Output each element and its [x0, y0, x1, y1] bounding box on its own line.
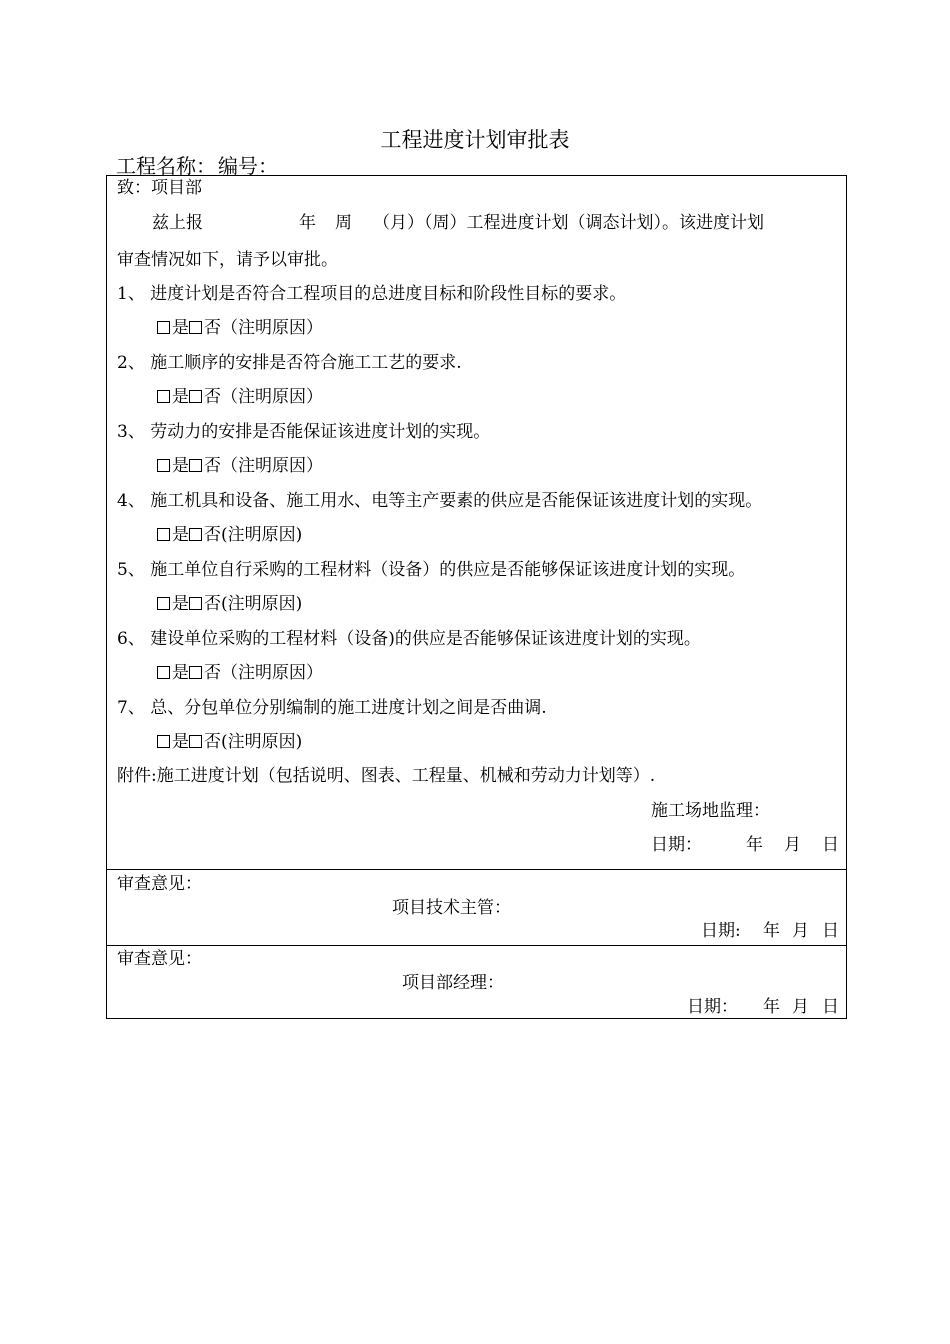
reason-note: （注明原因）: [221, 456, 323, 476]
month-label: 月: [784, 835, 801, 855]
yes-label: 是: [172, 456, 189, 476]
supervisor-label: 施工场地监理：: [651, 801, 770, 821]
reason-note: (注明原因): [221, 525, 303, 545]
checklist-answer: [157, 387, 323, 407]
checkbox-no[interactable]: [189, 597, 202, 610]
checklist-question: 4、 施工机具和设备、施工用水、电等主产要素的供应是否能保证该进度计划的实现。: [117, 491, 763, 511]
year-label: 年: [763, 997, 780, 1017]
checklist-answer: [157, 594, 302, 614]
checkbox-no[interactable]: [189, 390, 202, 403]
no-label: 否: [204, 594, 221, 614]
no-label: 否: [204, 663, 221, 683]
yes-label: 是: [172, 594, 189, 614]
number-label: 编号：: [218, 154, 278, 178]
intro-week: 周: [335, 213, 352, 233]
checklist-answer: [157, 318, 323, 338]
checklist-question: 3、 劳动力的安排是否能保证该进度计划的实现。: [117, 422, 491, 442]
reason-note: (注明原因): [221, 594, 303, 614]
checkbox-no[interactable]: [189, 459, 202, 472]
checkbox-no[interactable]: [189, 666, 202, 679]
checkbox-no[interactable]: [189, 528, 202, 541]
checklist-question: 2、 施工顺序的安排是否符合施工工艺的要求.: [117, 353, 462, 373]
divider: [107, 869, 846, 870]
checkbox-yes[interactable]: [157, 528, 170, 541]
yes-label: 是: [172, 525, 189, 545]
no-label: 否: [204, 387, 221, 407]
day-label: 日: [822, 997, 839, 1017]
month-label: 月: [792, 997, 809, 1017]
yes-label: 是: [172, 318, 189, 338]
checklist-question: 1、 进度计划是否符合工程项目的总进度目标和阶段性目标的要求。: [117, 284, 627, 304]
checkbox-no[interactable]: [189, 321, 202, 334]
checkbox-yes[interactable]: [157, 390, 170, 403]
tech-manager-label: 项目技术主管：: [392, 898, 511, 918]
reason-note: (注明原因): [221, 732, 303, 752]
date-label: 日期：: [651, 835, 702, 855]
checklist-answer: [157, 525, 302, 545]
addressee: 致：项目部: [117, 178, 202, 198]
checkbox-yes[interactable]: [157, 597, 170, 610]
reason-note: （注明原因）: [221, 318, 323, 338]
intro-submit: 兹上报: [152, 213, 203, 233]
reason-note: （注明原因）: [221, 663, 323, 683]
checkbox-yes[interactable]: [157, 666, 170, 679]
day-label: 日: [822, 835, 839, 855]
no-label: 否: [204, 525, 221, 545]
date-row-1: [651, 835, 702, 855]
day-label: 日: [822, 921, 839, 941]
checklist-question: 7、 总、分包单位分别编制的施工进度计划之间是否曲调.: [117, 698, 547, 718]
review-opinion-label: 审查意见：: [117, 949, 202, 969]
yes-label: 是: [172, 732, 189, 752]
checkbox-yes[interactable]: [157, 459, 170, 472]
checklist-answer: [157, 732, 302, 752]
attachment-note: 附件:施工进度计划（包括说明、图表、工程量、机械和劳动力计划等）.: [117, 766, 656, 786]
checklist-question: 5、 施工单位自行采购的工程材料（设备）的供应是否能够保证该进度计划的实现。: [117, 560, 746, 580]
dept-manager-label: 项目部经理：: [402, 973, 504, 993]
intro-request: 审查情况如下，请予以审批。: [117, 250, 338, 270]
checkbox-yes[interactable]: [157, 321, 170, 334]
checklist-question: 6、 建设单位采购的工程材料（设备)的供应是否能够保证该进度计划的实现。: [117, 629, 701, 649]
checklist-answer: [157, 456, 323, 476]
yes-label: 是: [172, 663, 189, 683]
no-label: 否: [204, 732, 221, 752]
reason-note: （注明原因）: [221, 387, 323, 407]
no-label: 否: [204, 318, 221, 338]
review-opinion-label: 审查意见：: [117, 874, 202, 894]
project-name-label: 工程名称：: [116, 154, 216, 178]
year-label: 年: [746, 835, 763, 855]
no-label: 否: [204, 456, 221, 476]
month-label: 月: [792, 921, 809, 941]
date-label: 日期：: [687, 997, 738, 1017]
divider: [107, 945, 846, 946]
intro-plan-text: （月）（周）工程进度计划（调态计划）。该进度计划: [373, 213, 764, 233]
checkbox-yes[interactable]: [157, 735, 170, 748]
approval-table: [106, 175, 847, 1019]
date-label: 日期:: [701, 921, 741, 941]
checkbox-no[interactable]: [189, 735, 202, 748]
form-title: 工程进度计划审批表: [380, 128, 570, 152]
year-label: 年: [763, 921, 780, 941]
intro-year: 年: [299, 213, 316, 233]
yes-label: 是: [172, 387, 189, 407]
checklist-answer: [157, 663, 323, 683]
